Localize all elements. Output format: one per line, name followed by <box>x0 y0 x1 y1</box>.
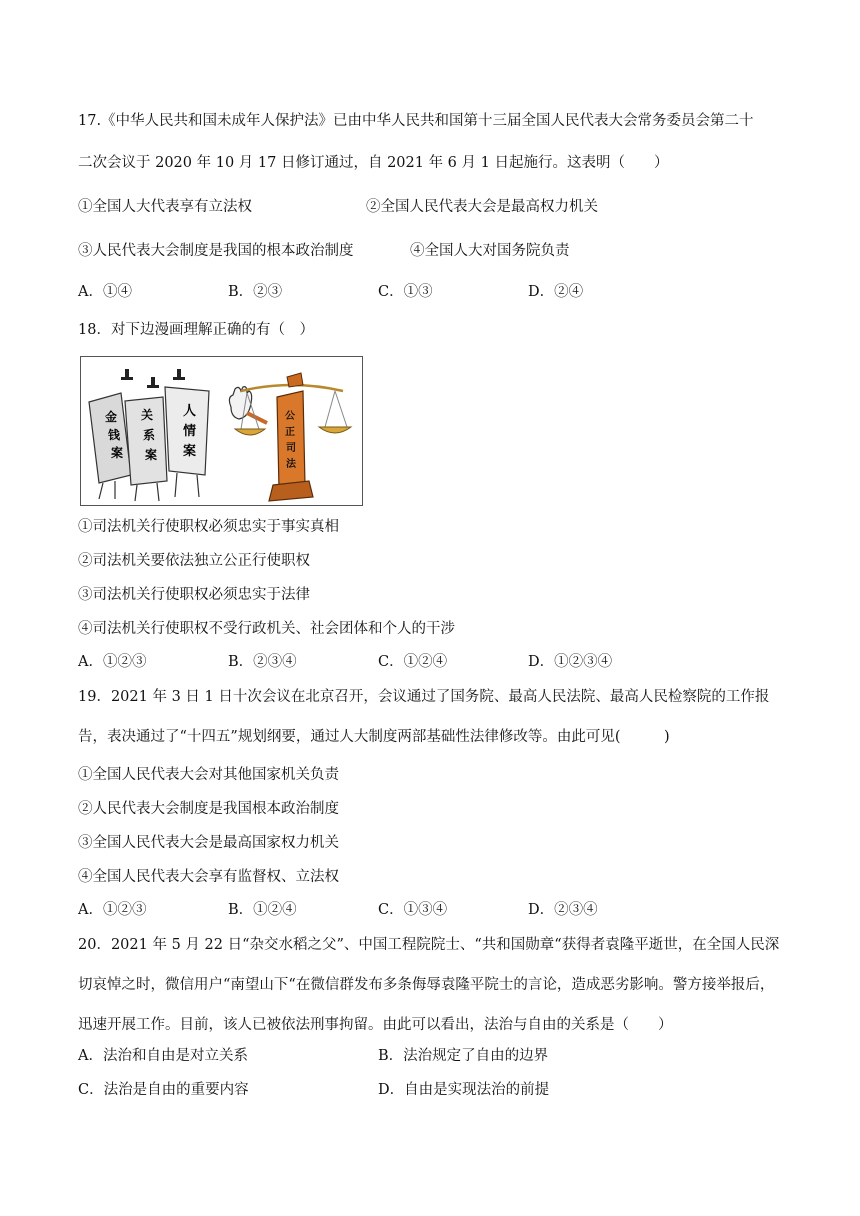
q18-option-c[interactable]: C．①②④ <box>378 654 448 670</box>
pillar-char-4: 法 <box>286 459 296 470</box>
q17-option-a[interactable]: A．①④ <box>78 284 132 300</box>
q19-statement-4: ④全国人民代表大会享有监督权、立法权 <box>78 869 339 885</box>
gavel-icon <box>121 369 185 388</box>
doc1-char-2: 钱 <box>108 428 121 442</box>
q19-statement-3: ③全国人民代表大会是最高国家权力机关 <box>78 835 339 851</box>
q19-option-c[interactable]: C．①③④ <box>378 902 448 918</box>
doc2-char-2: 系 <box>143 428 156 442</box>
stop-hand-icon <box>229 387 267 423</box>
doc3-char-2: 情 <box>183 424 197 439</box>
q17-statement-3: ③人民代表大会制度是我国的根本政治制度 <box>78 243 354 259</box>
q18-statement-4: ④司法机关行使职权不受行政机关、社会团体和个人的干涉 <box>78 621 455 637</box>
doc2-char-3: 案 <box>145 448 158 462</box>
q19-option-d[interactable]: D．②③④ <box>528 902 598 918</box>
q18-option-d[interactable]: D．①②③④ <box>528 654 613 670</box>
q19-option-a[interactable]: A．①②③ <box>78 902 147 918</box>
q20-stem-line1: 20．2021 年 5 月 22 日“杂交水稻之父”、中国工程院院士、“共和国勋章“获得者袁隆平逝世，在全国人民深 <box>78 937 780 953</box>
q20-stem-line2: 切哀悼之时，微信用户“南望山下“在微信群发布多条侮辱袁隆平院士的言论，造成恶劣影响。警方接举报后， <box>78 977 775 993</box>
q20-option-b[interactable]: B．法治规定了自由的边界 <box>378 1048 549 1064</box>
q17-statement-4: ④全国人大对国务院负责 <box>410 243 570 259</box>
q17-option-d[interactable]: D．②④ <box>528 284 584 300</box>
q17-statement-1: ①全国人大代表享有立法权 <box>78 199 252 215</box>
q17-statement-2: ②全国人民代表大会是最高权力机关 <box>366 199 598 215</box>
pillar-char-1: 公 <box>285 411 295 422</box>
q18-statement-1: ①司法机关行使职权必须忠实于事实真相 <box>78 519 339 535</box>
doc1-char-3: 案 <box>111 446 124 460</box>
q20-option-a[interactable]: A．法治和自由是对立关系 <box>78 1048 248 1064</box>
q17-stem-line1: 17.《中华人民共和国未成年人保护法》已由中华人民共和国第十三届全国人民代表大会常务委员会第二十 <box>78 113 754 129</box>
q20-option-d[interactable]: D．自由是实现法治的前提 <box>378 1082 550 1098</box>
q19-stem-line1: 19．2021 年 3 日 1 日十次会议在北京召开，会议通过了国务院、最高人民法院、最高人民检察院的工作报 <box>78 689 770 705</box>
q17-stem-line2: 二次会议于 2020 年 10 月 17 日修订通过，自 2021 年 6 月 1 日起施行。这表明（ ） <box>78 155 669 171</box>
q20-option-c[interactable]: C．法治是自由的重要内容 <box>78 1082 249 1098</box>
cartoon-image <box>80 356 363 506</box>
document-figure-money <box>89 393 131 499</box>
q18-statement-2: ②司法机关要依法独立公正行使职权 <box>78 553 310 569</box>
q18-statement-3: ③司法机关行使职权必须忠实于法律 <box>78 587 310 603</box>
justice-pillar-figure <box>269 373 313 501</box>
document-figure-relation <box>125 397 167 501</box>
doc1-char-1: 金 <box>105 410 118 424</box>
q18-option-a[interactable]: A．①②③ <box>78 654 147 670</box>
document-figure-favor <box>165 387 209 497</box>
doc3-char-1: 人 <box>183 404 197 419</box>
doc2-char-1: 关 <box>141 408 154 422</box>
q17-option-b[interactable]: B．②③ <box>228 284 283 300</box>
pillar-char-2: 正 <box>285 427 295 438</box>
q19-stem-line2: 告，表决通过了“十四五”规划纲要，通过人大制度两部基础性法律修改等。由此可见( ) <box>78 729 670 745</box>
q19-option-b[interactable]: B．①②④ <box>228 902 297 918</box>
pillar-char-3: 司 <box>286 443 296 454</box>
q19-statement-1: ①全国人民代表大会对其他国家机关负责 <box>78 767 339 783</box>
doc3-char-3: 案 <box>183 444 197 459</box>
q19-statement-2: ②人民代表大会制度是我国根本政治制度 <box>78 801 339 817</box>
q20-stem-line3: 迅速开展工作。目前，该人已被依法刑事拘留。由此可以看出，法治与自由的关系是（ ） <box>78 1017 673 1033</box>
q18-option-b[interactable]: B．②③④ <box>228 654 297 670</box>
q17-option-c[interactable]: C．①③ <box>378 284 433 300</box>
q18-stem: 18．对下边漫画理解正确的有（ ） <box>78 322 314 338</box>
